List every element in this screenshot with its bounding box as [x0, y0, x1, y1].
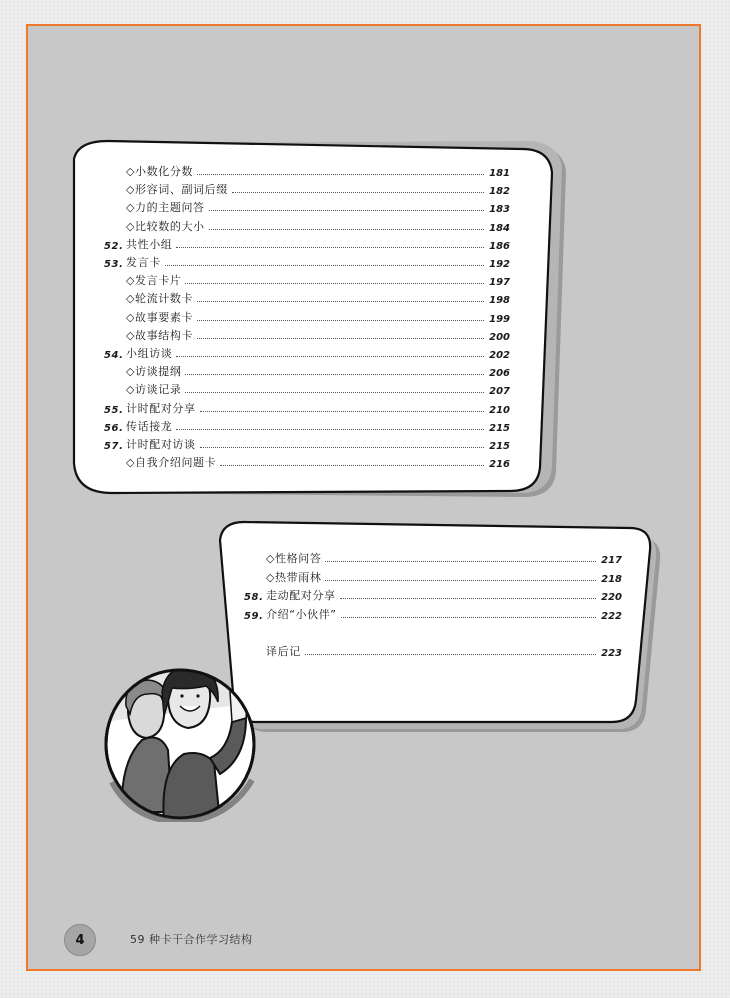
toc-dot-leader [185, 373, 484, 375]
page-number-badge [64, 924, 96, 956]
toc-entry-page: 192 [489, 259, 510, 270]
toc-entry-page: 197 [489, 277, 510, 289]
toc-entry-title: 共性小组 [126, 237, 173, 251]
toc-entry [104, 252, 510, 270]
toc-entry [104, 379, 510, 397]
toc-entry-page: 182 [489, 186, 510, 198]
toc-entry-title: 小组访谈 [126, 347, 173, 360]
toc-entry-title: ◇发言卡片 [126, 274, 182, 288]
toc-entry-title: ◇自我介绍问题卡 [126, 456, 217, 470]
toc-entry [104, 416, 510, 434]
toc-entry [104, 197, 510, 215]
toc-entry [244, 585, 622, 603]
toc-entry-number: 59. [244, 610, 264, 622]
toc-entry-title: 走动配对分享 [266, 589, 336, 603]
toc-dot-leader [340, 597, 596, 599]
toc-entry-title: 传话接龙 [126, 419, 173, 433]
toc-entry [104, 325, 510, 343]
toc-entry-page: 207 [489, 386, 510, 398]
toc-entry [104, 288, 510, 306]
toc-entry [244, 622, 622, 640]
toc-entry-page: 184 [489, 222, 510, 234]
toc-entry-number: 56. [104, 422, 124, 434]
toc-entry-page: 210 [489, 404, 510, 416]
toc-entry-title: ◇小数化分数 [126, 165, 194, 178]
toc-dot-leader [176, 428, 484, 430]
toc-entry [244, 604, 622, 622]
toc-entry-number: 54. [104, 350, 124, 361]
book-title: 59 种卡干合作学习结构 [130, 933, 253, 946]
toc-dot-leader [341, 616, 596, 618]
toc-dot-leader [176, 246, 484, 248]
toc-entry-title: 介绍“小伙伴” [266, 607, 337, 621]
toc-entry-page: 216 [489, 459, 510, 471]
toc-dot-leader [165, 264, 484, 266]
toc-entry-page: 206 [489, 368, 510, 380]
toc-dot-leader [325, 560, 596, 562]
toc-entry-page: 215 [489, 422, 510, 434]
toc-entry-number: 58. [244, 592, 264, 604]
toc-card-bottom [218, 522, 658, 732]
toc-entry [244, 548, 622, 566]
toc-entry-title: ◇访谈记录 [126, 383, 182, 397]
toc-dot-leader [185, 282, 484, 284]
toc-entry-page: 200 [489, 331, 510, 343]
toc-dot-leader [176, 355, 484, 357]
toc-entry [104, 343, 510, 361]
toc-entry-title: 计时配对访谈 [126, 438, 196, 451]
toc-entry-page: 215 [489, 441, 510, 452]
toc-entry-title: ◇访谈提纲 [126, 365, 182, 379]
toc-entry [244, 567, 622, 585]
toc-entry-page: 181 [489, 168, 510, 179]
toc-entry-page: 186 [489, 240, 510, 252]
toc-entry [244, 641, 622, 659]
toc-entry-title: ◇性格问答 [266, 552, 322, 565]
page-number: 4 [75, 932, 85, 948]
toc-entry [104, 307, 510, 325]
toc-dot-leader [200, 410, 484, 412]
toc-entry [104, 434, 510, 452]
toc-entry-page: 183 [489, 204, 510, 216]
toc-entry [104, 216, 510, 234]
toc-entry-title: ◇轮流计数卡 [126, 292, 194, 306]
toc-dot-leader [200, 446, 484, 448]
toc-entry-number: 52. [104, 240, 124, 252]
toc-dot-leader [232, 191, 484, 193]
illustration-two-people [102, 662, 262, 822]
toc-entry-title: ◇力的主题问答 [126, 201, 205, 215]
toc-entry [104, 179, 510, 197]
toc-entry-number: 53. [104, 259, 124, 270]
toc-entry-page: 220 [601, 592, 622, 604]
toc-dot-leader [209, 209, 484, 211]
toc-dot-leader [197, 300, 484, 302]
toc-dot-leader [325, 579, 596, 581]
toc-entry-title: ◇故事要素卡 [126, 310, 194, 324]
toc-entry-page: 202 [489, 350, 510, 361]
toc-entry-title: 计时配对分享 [126, 401, 196, 415]
toc-entry [104, 398, 510, 416]
toc-entry [104, 452, 510, 470]
toc-entry [104, 270, 510, 288]
toc-entry-title: ◇热带雨林 [266, 570, 322, 584]
toc-entry-page: 218 [601, 573, 622, 585]
toc-dot-leader [197, 319, 484, 321]
toc-entry-title: 译后记 [266, 645, 301, 658]
toc-entry-page: 222 [601, 610, 622, 622]
toc-entry [104, 161, 510, 179]
toc-entry [104, 234, 510, 252]
toc-entry-page: 198 [489, 295, 510, 307]
toc-card-top [64, 133, 564, 498]
toc-dot-leader [220, 464, 484, 466]
toc-entry-number: 57. [104, 441, 124, 452]
toc-dot-leader [185, 391, 484, 393]
toc-entry-number: 55. [104, 404, 124, 416]
toc-dot-leader [209, 228, 484, 230]
toc-entry-page: 199 [489, 313, 510, 325]
toc-entry-page: 217 [601, 555, 622, 566]
toc-entry [104, 361, 510, 379]
toc-dot-leader [197, 337, 484, 339]
toc-dot-leader [197, 173, 484, 175]
toc-dot-leader [305, 653, 596, 655]
toc-entry-page: 223 [601, 648, 622, 659]
toc-entry-title: ◇比较数的大小 [126, 219, 205, 233]
toc-entry-title: 发言卡 [126, 256, 161, 269]
toc-entry-title: ◇形容词、副词后缀 [126, 183, 228, 197]
toc-entry-title: ◇故事结构卡 [126, 328, 194, 342]
